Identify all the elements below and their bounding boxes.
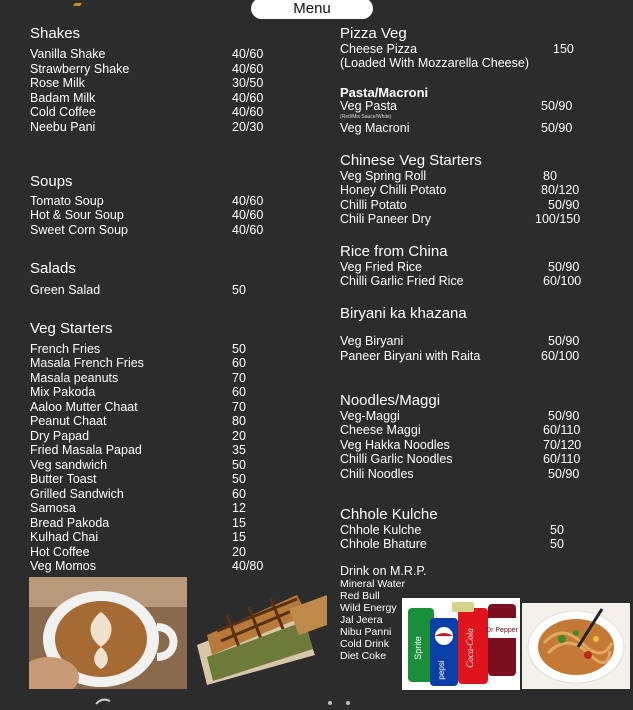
menu-item-name: Cold Coffee <box>30 105 96 119</box>
noodles-photo <box>522 603 630 689</box>
menu-item-name: Rose Milk <box>30 76 85 90</box>
menu-item-name: Veg Momos <box>30 559 97 573</box>
menu-item-price: 50/90 <box>541 121 573 135</box>
menu-item-price: 20/30 <box>232 120 264 134</box>
menu-item-price: 60/100 <box>543 274 582 288</box>
menu-item-price: 20 <box>232 429 246 443</box>
menu-item-name: Chhole Kulche <box>340 523 422 537</box>
drink-item: Red Bull <box>340 590 380 602</box>
menu-item-price: 20 <box>232 545 246 559</box>
section-title-rice: Rice from China <box>340 243 448 260</box>
menu-item-price: 50/90 <box>548 409 580 423</box>
menu-item-name: Chili Noodles <box>340 467 414 481</box>
menu-item-price: 40/60 <box>232 105 264 119</box>
menu-item-name: Bread Pakoda <box>30 516 110 530</box>
section-title-kulche: Chhole Kulche <box>340 506 438 523</box>
menu-item-price: 150 <box>553 42 574 56</box>
menu-item-name: Grilled Sandwich <box>30 487 124 501</box>
menu-item-price: 60/110 <box>543 423 581 437</box>
menu-item-name: Neebu Pani <box>30 120 96 134</box>
menu-item-price: 40/60 <box>232 194 264 208</box>
menu-item-name: Butter Toast <box>30 472 97 486</box>
menu-item-price: 50/90 <box>548 198 580 212</box>
menu-item-price: 35 <box>232 443 246 457</box>
menu-item-name: Honey Chilli Potato <box>340 183 447 197</box>
menu-item-price: 60 <box>232 356 246 370</box>
section-title-veg-starters: Veg Starters <box>30 320 113 337</box>
menu-item-name: Aaloo Mutter Chaat <box>30 400 138 414</box>
menu-title: Menu <box>251 0 373 19</box>
section-title-chinese: Chinese Veg Starters <box>340 152 482 169</box>
section-title-pasta: Pasta/Macroni <box>340 85 429 100</box>
menu-item-price: 50 <box>550 537 564 551</box>
can-label: Dr Pepper <box>486 627 518 634</box>
menu-item-price: 50/90 <box>548 260 580 274</box>
menu-item-price: 40/60 <box>232 47 264 61</box>
menu-item-price: 80 <box>232 414 246 428</box>
menu-item-price: 70 <box>232 400 246 414</box>
section-title-pizza: Pizza Veg <box>340 25 407 42</box>
menu-item-price: 40/60 <box>232 91 264 105</box>
menu-item-name: Chili Paneer Dry <box>340 212 432 226</box>
section-title-biryani: Biryani ka khazana <box>340 305 467 322</box>
menu-item-name: Masala French Fries <box>30 356 144 370</box>
menu-item-name: Mix Pakoda <box>30 385 96 399</box>
menu-item-name: Chilli Garlic Fried Rice <box>340 274 464 288</box>
drink-item: Mineral Water <box>340 578 405 590</box>
menu-item-name: Veg Spring Roll <box>340 169 427 183</box>
menu-item-name: Chilli Garlic Noodles <box>340 452 453 466</box>
section-title-noodles: Noodles/Maggi <box>340 392 441 409</box>
menu-item-price: 40/60 <box>232 208 264 222</box>
menu-item-name: Veg Hakka Noodles <box>340 438 450 452</box>
menu-item-price: 50 <box>232 283 246 297</box>
can-label: pepsi <box>437 660 446 680</box>
menu-item-name: Chilli Potato <box>340 198 407 212</box>
menu-item-price: 70 <box>232 371 246 385</box>
menu-item-price: 40/80 <box>232 559 264 573</box>
menu-item-name: Sweet Corn Soup <box>30 223 128 237</box>
menu-item-price: 70/120 <box>543 438 582 452</box>
menu-item-name: Veg Biryani <box>340 334 404 348</box>
drink-item: Diet Coke <box>340 650 387 662</box>
menu-item-name: Tomato Soup <box>30 194 104 208</box>
menu-item-price: 50/90 <box>548 334 580 348</box>
menu-item-price: 60/110 <box>543 452 581 466</box>
menu-item-price: 80/120 <box>541 183 580 197</box>
menu-item-name: Dry Papad <box>30 429 90 443</box>
menu-item-name: Veg Pasta <box>340 99 397 113</box>
menu-item-price: 30/50 <box>232 76 264 90</box>
bottom-decorations <box>0 692 633 700</box>
menu-item-price: 15 <box>232 530 246 544</box>
menu-item-name: Paneer Biryani with Raita <box>340 349 481 363</box>
section-title-shakes: Shakes <box>30 25 81 42</box>
menu-item-price: 50 <box>232 458 246 472</box>
pasta-note: (Red/Mix Sauce/White) <box>340 114 392 120</box>
menu-item-price: 60 <box>232 487 246 501</box>
menu-item-name: Kulhad Chai <box>30 530 99 544</box>
menu-item-name: Fried Masala Papad <box>30 443 142 457</box>
section-title-salads: Salads <box>30 260 76 277</box>
menu-item-name: Samosa <box>30 501 76 515</box>
menu-item-name: Veg Fried Rice <box>340 260 422 274</box>
menu-item-name: Green Salad <box>30 283 101 297</box>
soft-drink-cans-photo <box>402 598 520 690</box>
menu-item-price: 12 <box>232 501 246 515</box>
menu-item-name: Veg-Maggi <box>340 409 400 423</box>
decorative-accent <box>73 3 82 6</box>
section-title-drinks: Drink on M.R.P. <box>340 564 427 578</box>
menu-item-name: Veg sandwich <box>30 458 108 472</box>
menu-item-name: Strawberry Shake <box>30 62 130 76</box>
can-label: Coca-Cola <box>465 628 475 668</box>
menu-item-price: 50 <box>550 523 564 537</box>
menu-item-name: Chhole Bhature <box>340 537 427 551</box>
menu-item-price: 100/150 <box>535 212 581 226</box>
menu-item-price: 50 <box>232 472 246 486</box>
drink-item: Nibu Panni <box>340 626 392 638</box>
drink-item: Jal Jeera <box>340 614 383 626</box>
menu-item-name: Hot Coffee <box>30 545 90 559</box>
menu-item-price: 50/90 <box>548 467 580 481</box>
coffee-photo <box>29 577 187 689</box>
menu-item-price: 80 <box>543 169 557 183</box>
can-label: Sprite <box>413 636 423 660</box>
menu-item-name: Badam Milk <box>30 91 96 105</box>
sandwich-photo <box>187 585 327 689</box>
pizza-subtitle: (Loaded With Mozzarella Cheese) <box>340 56 529 70</box>
section-title-soups: Soups <box>30 173 73 190</box>
menu-item-name: Cheese Maggi <box>340 423 421 437</box>
drink-item: Cold Drink <box>340 638 390 650</box>
menu-item-price: 50 <box>232 342 246 356</box>
menu-item-name: Vanilla Shake <box>30 47 106 61</box>
menu-item-name: French Fries <box>30 342 101 356</box>
menu-item-name: Hot & Sour Soup <box>30 208 124 222</box>
menu-item-price: 60 <box>232 385 246 399</box>
menu-item-price: 60/100 <box>541 349 580 363</box>
drink-item: Wild Energy <box>340 602 397 614</box>
menu-item-price: 50/90 <box>541 99 573 113</box>
menu-item-price: 15 <box>232 516 246 530</box>
menu-item-name: Veg Macroni <box>340 121 410 135</box>
menu-item-price: 40/60 <box>232 62 264 76</box>
menu-item-price: 40/60 <box>232 223 264 237</box>
menu-item-name: Peanut Chaat <box>30 414 107 428</box>
menu-item-name: Masala peanuts <box>30 371 119 385</box>
menu-item-name: Cheese Pizza <box>340 42 418 56</box>
